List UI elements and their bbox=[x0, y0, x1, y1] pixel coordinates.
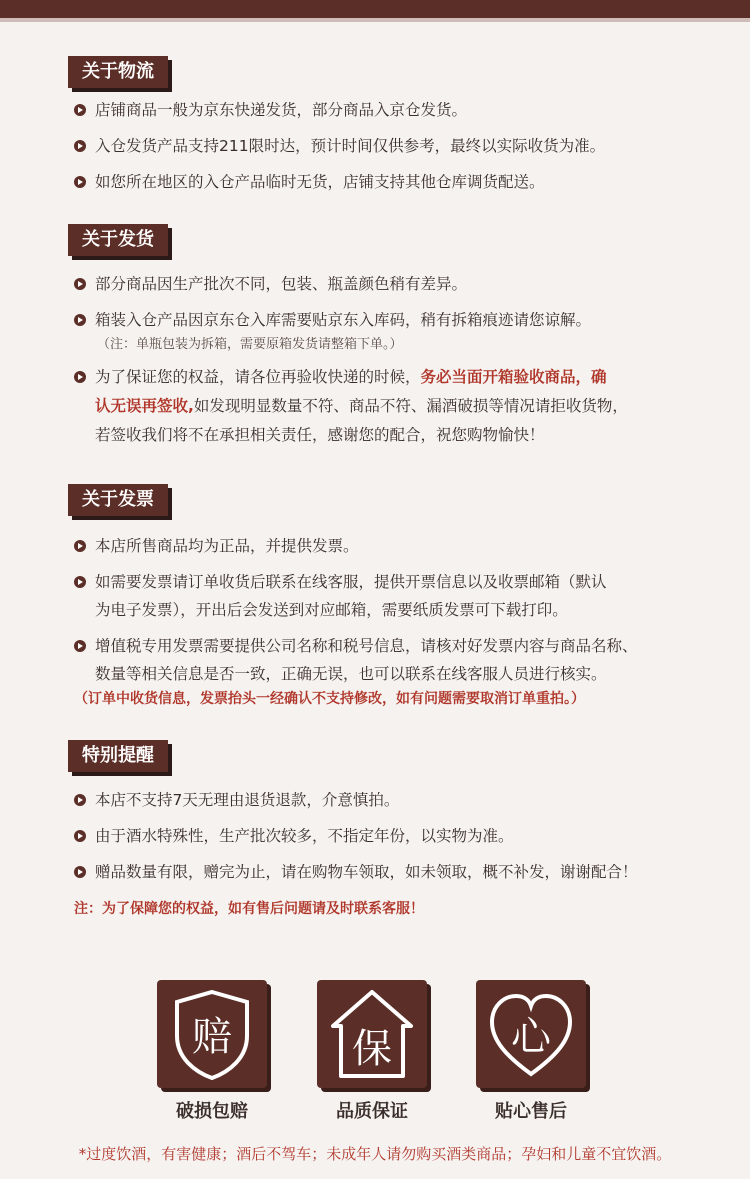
list-item-continued: 为电子发票），开出后会发送到对应邮箱，需要纸质发票可下载打印。 bbox=[95, 601, 568, 619]
shield-icon bbox=[167, 988, 257, 1080]
bullet-icon bbox=[74, 176, 86, 188]
section-title-reminder: 特别提醒 bbox=[68, 740, 168, 772]
badge-label: 贴心售后 bbox=[495, 1101, 567, 1122]
section-reminder bbox=[68, 740, 728, 772]
section-invoice bbox=[68, 484, 728, 516]
invoice-red-note: （订单中收货信息，发票抬头一经确认不支持修改，如有问题需要取消订单重拍。） bbox=[74, 691, 585, 707]
list-item-continued: 数量等相关信息是否一致，正确无误，也可以联系在线客服人员进行核实。 bbox=[95, 665, 607, 683]
bullet-icon bbox=[74, 540, 86, 552]
bullet-icon bbox=[74, 794, 86, 806]
svg-text:心: 心 bbox=[511, 1014, 551, 1060]
badge-label: 品质保证 bbox=[336, 1101, 408, 1122]
list-item-continued: 认无误再签收,如发现明显数量不符、商品不符、漏酒破损等情况请拒收货物， bbox=[95, 397, 628, 415]
badge-quality bbox=[317, 980, 427, 1088]
bullet-icon bbox=[74, 830, 86, 842]
svg-text:赔: 赔 bbox=[192, 1014, 232, 1060]
footer-warning: *过度饮酒，有害健康；酒后不驾车；未成年人请勿购买酒类商品；孕妇和儿童不宜饮酒。 bbox=[78, 1145, 672, 1163]
bullet-icon bbox=[74, 104, 86, 116]
bullet-icon bbox=[74, 371, 86, 383]
house-icon bbox=[327, 988, 417, 1080]
section-title-logistics: 关于物流 bbox=[68, 56, 168, 88]
bullet-icon bbox=[74, 576, 86, 588]
badge-compensation bbox=[157, 980, 267, 1088]
badge-aftersale bbox=[476, 980, 586, 1088]
bullet-icon bbox=[74, 140, 86, 152]
section-title-invoice: 关于发票 bbox=[68, 484, 168, 516]
list-item-continued: 若签收我们将不在承担相关责任，感谢您的配合，祝您购物愉快！ bbox=[95, 426, 545, 444]
bullet-icon bbox=[74, 640, 86, 652]
heart-icon bbox=[486, 988, 576, 1080]
top-bar bbox=[0, 0, 750, 18]
bullet-icon bbox=[74, 866, 86, 878]
reminder-red-note: 注：为了保障您的权益，如有售后问题请及时联系客服！ bbox=[74, 901, 424, 917]
svg-text:保: 保 bbox=[352, 1026, 392, 1072]
bullet-icon bbox=[74, 314, 86, 326]
section-title-shipping: 关于发货 bbox=[68, 224, 168, 256]
section-logistics bbox=[68, 56, 728, 88]
shipping-note: （注：单瓶包装为拆箱，需要原箱发货请整箱下单。） bbox=[97, 337, 403, 352]
section-shipping bbox=[68, 224, 728, 256]
bullet-icon bbox=[74, 278, 86, 290]
badge-label: 破损包赔 bbox=[176, 1101, 248, 1122]
